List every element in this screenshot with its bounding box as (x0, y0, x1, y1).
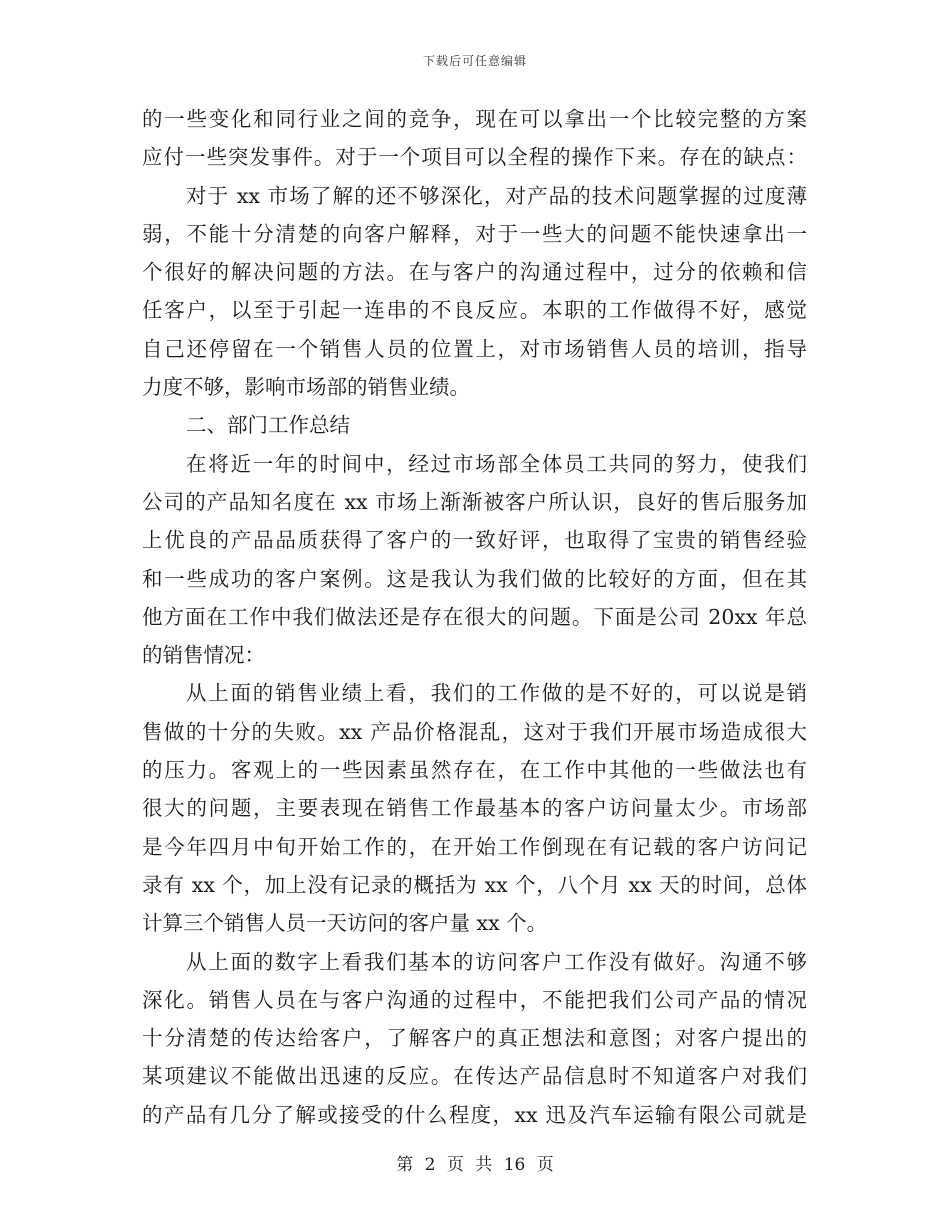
page-header-note: 下载后可任意编辑 (422, 54, 527, 68)
page-number: 第 2 页 共 16 页 (396, 1155, 554, 1175)
paragraph-start: 在将近一年的时间中，经过市场部全体员工共同的努力，使我们 (186, 451, 807, 476)
paragraph-start: 从上面的销售业绩上看，我们的工作做的是不好的，可以说是销 (186, 681, 807, 706)
document-body (142, 100, 807, 1134)
text-line: 公司的产品知名度在 xx 市场上渐渐被客户所认识，良好的售后服务加 (142, 489, 807, 514)
text-line: 售做的十分的失败。xx 产品价格混乱，这对于我们开展市场造成很大 (142, 719, 807, 744)
paragraph-start: 对于 xx 市场了解的还不够深化，对产品的技术问题掌握的过度薄 (186, 183, 807, 208)
text-line: 某项建议不能做出迅速的反应。在传达产品信息时不知道客户对我们 (142, 1064, 807, 1089)
text-line: 应付一些突发事件。对于一个项目可以全程的操作下来。存在的缺点： (142, 145, 807, 170)
text-line: 计算三个销售人员一天访问的客户量 xx 个。 (142, 911, 548, 936)
text-line: 他方面在工作中我们做法还是存在很大的问题。下面是公司 20xx 年总 (142, 604, 807, 629)
text-line: 弱，不能十分清楚的向客户解释，对于一些大的问题不能快速拿出一 (142, 221, 807, 246)
text-line: 的压力。客观上的一些因素虽然存在，在工作中其他的一些做法也有 (142, 758, 807, 783)
text-line: 深化。销售人员在与客户沟通的过程中，不能把我们公司产品的情况 (142, 987, 807, 1012)
text-line: 的产品有几分了解或接受的什么程度，xx 迅及汽车运输有限公司就是 (142, 1102, 807, 1127)
section-heading: 二、部门工作总结 (186, 413, 350, 438)
text-line: 的销售情况： (142, 643, 265, 668)
text-line: 任客户，以至于引起一连串的不良反应。本职的工作做得不好，感觉 (142, 298, 807, 323)
text-line: 个很好的解决问题的方法。在与客户的沟通过程中，过分的依赖和信 (142, 260, 807, 285)
text-line: 上优良的产品品质获得了客户的一致好评，也取得了宝贵的销售经验 (142, 528, 807, 553)
paragraph-start: 从上面的数字上看我们基本的访问客户工作没有做好。沟通不够 (186, 949, 807, 974)
text-line: 录有 xx 个，加上没有记录的概括为 xx 个，八个月 xx 天的时间，总体 (142, 872, 807, 897)
text-line: 自己还停留在一个销售人员的位置上，对市场销售人员的培训，指导 (142, 336, 807, 361)
text-line: 力度不够，影响市场部的销售业绩。 (142, 375, 470, 400)
text-line: 十分清楚的传达给客户，了解客户的真正想法和意图；对客户提出的 (142, 1026, 807, 1051)
text-line: 很大的问题，主要表现在销售工作最基本的客户访问量太少。市场部 (142, 796, 807, 821)
text-line: 的一些变化和同行业之间的竞争，现在可以拿出一个比较完整的方案 (142, 107, 807, 131)
text-line: 是今年四月中旬开始工作的，在开始工作倒现在有记载的客户访问记 (142, 834, 807, 859)
text-line: 和一些成功的客户案例。这是我认为我们做的比较好的方面，但在其 (142, 566, 807, 591)
